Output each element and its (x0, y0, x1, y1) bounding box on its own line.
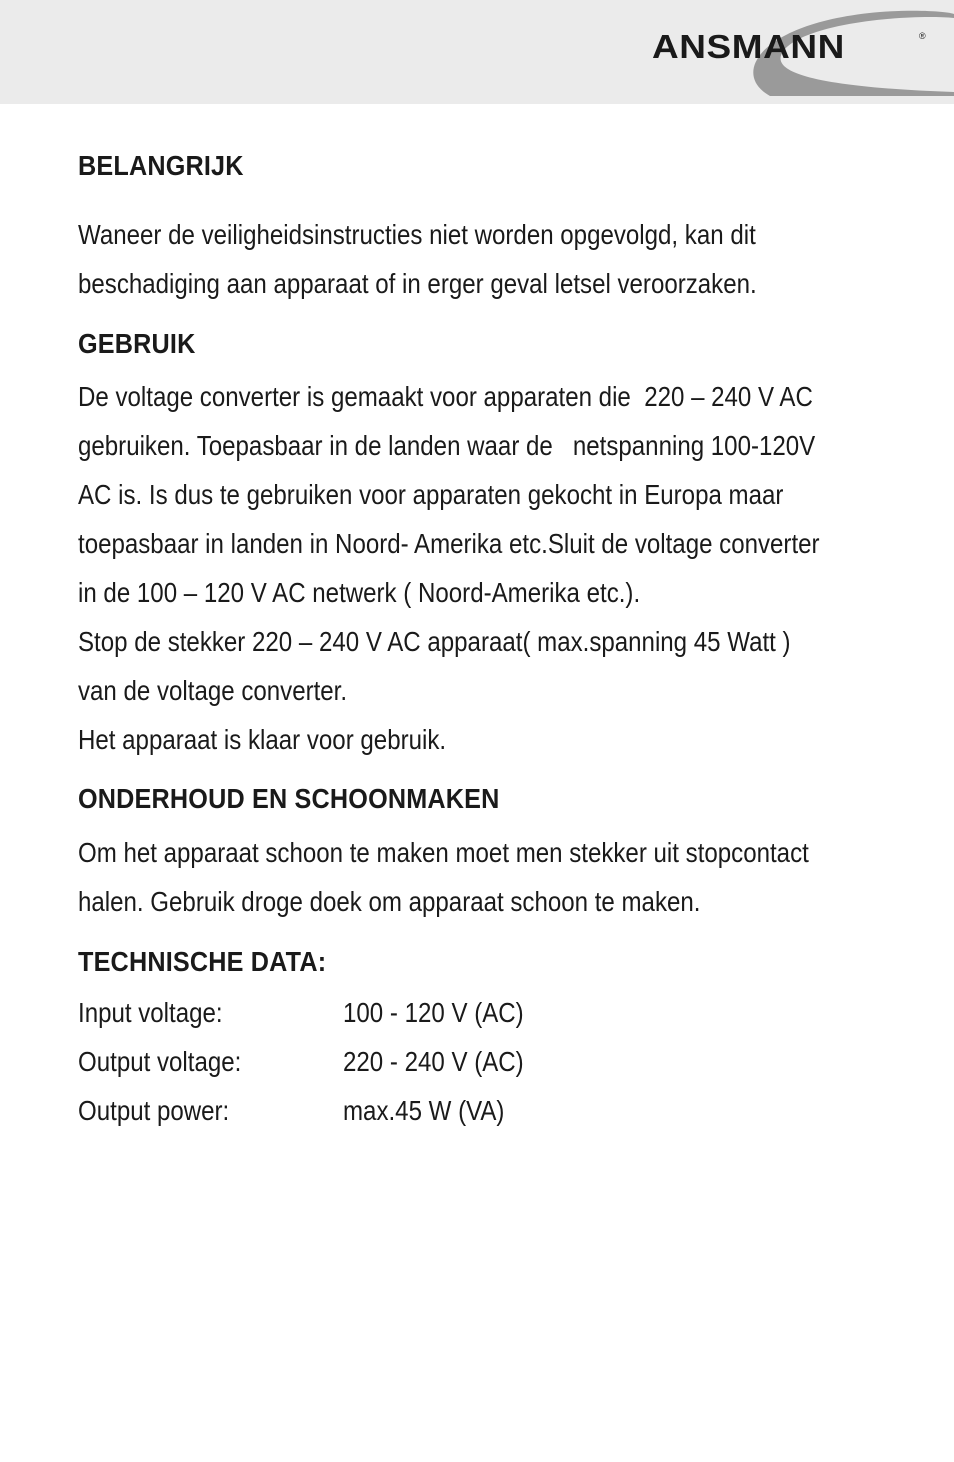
paragraph-line: Stop de stekker 220 – 240 V AC apparaat( max.spanning 45 Watt ) (78, 626, 791, 657)
paragraph-line: Om het apparaat schoon te maken moet men stekker uit stopcontact (78, 837, 809, 868)
tech-value: 100 - 120 V (AC) (343, 997, 524, 1028)
section-title-technische-data: TECHNISCHE DATA: (78, 946, 327, 977)
paragraph-line: in de 100 – 120 V AC netwerk ( Noord-Amerika etc.). (78, 577, 641, 608)
page-header (0, 0, 954, 104)
registered-mark: ® (919, 31, 926, 41)
paragraph-line: Waneer de veiligheidsinstructies niet worden opgevolgd, kan dit (78, 219, 756, 250)
tech-value: max.45 W (VA) (343, 1095, 505, 1126)
tech-label: Output power: (78, 1095, 230, 1126)
paragraph-line: AC is. Is dus te gebruiken voor apparaten gekocht in Europa maar (78, 479, 784, 510)
paragraph-line: van de voltage converter. (78, 675, 348, 706)
paragraph-line: halen. Gebruik droge doek om apparaat schoon te maken. (78, 886, 701, 917)
tech-value: 220 - 240 V (AC) (343, 1046, 524, 1077)
section-title-onderhoud: ONDERHOUD EN SCHOONMAKEN (78, 783, 500, 814)
paragraph-line: toepasbaar in landen in Noord- Amerika etc.Sluit de voltage converter (78, 528, 820, 559)
paragraph-line: gebruiken. Toepasbaar in de landen waar de netspanning 100-120V (78, 430, 816, 461)
tech-label: Output voltage: (78, 1046, 242, 1077)
tech-label: Input voltage: (78, 997, 223, 1028)
section-title-belangrijk: BELANGRIJK (78, 150, 244, 181)
section-title-gebruik: GEBRUIK (78, 328, 196, 359)
paragraph-line: De voltage converter is gemaakt voor apparaten die 220 – 240 V AC (78, 381, 813, 412)
paragraph-line: beschadiging aan apparaat of in erger geval letsel veroorzaken. (78, 268, 757, 299)
brand-logo: ANSMANN (652, 28, 845, 65)
paragraph-line: Het apparaat is klaar voor gebruik. (78, 724, 447, 755)
